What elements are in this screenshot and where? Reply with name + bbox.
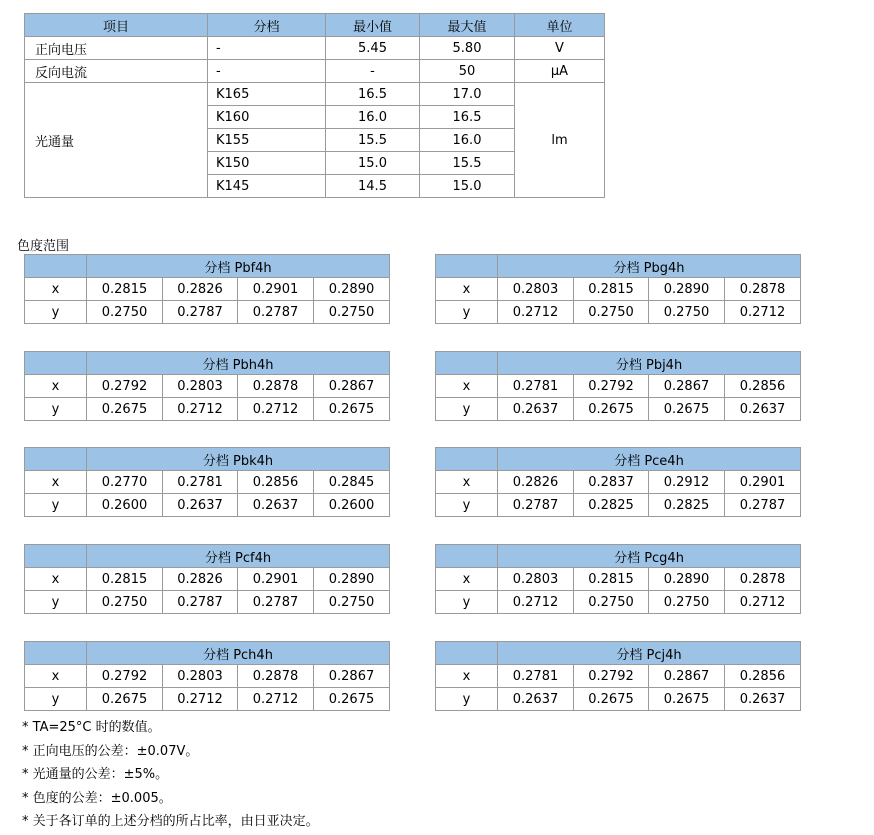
bin-y-row — [25, 494, 390, 517]
luminous-flux-label: 光通量 — [25, 83, 208, 198]
flux-min: 16.0 — [326, 106, 420, 129]
y-value: 0.2712 — [498, 301, 574, 324]
y-value: 0.2675 — [87, 398, 163, 421]
x-label: x — [25, 568, 87, 591]
x-value: 0.2856 — [725, 665, 801, 688]
note-item: * 关于各订单的上述分档的所占比率，由日亚决定。 — [22, 814, 319, 829]
x-value: 0.2878 — [725, 568, 801, 591]
color-bin-table — [24, 544, 390, 614]
reverse-current-bin: - — [208, 60, 326, 83]
y-label: y — [25, 494, 87, 517]
forward-voltage-bin: - — [208, 37, 326, 60]
reverse-current-unit: μA — [515, 60, 605, 83]
bin-x-row — [436, 471, 801, 494]
bin-y-row — [25, 688, 390, 711]
flux-min: 15.0 — [326, 152, 420, 175]
note-item: * 正向电压的公差：±0.07V。 — [22, 743, 199, 759]
forward-voltage-max: 5.80 — [420, 37, 515, 60]
x-value: 0.2890 — [649, 568, 725, 591]
x-value: 0.2826 — [163, 278, 238, 301]
x-label: x — [436, 665, 498, 688]
bin-x-row — [436, 278, 801, 301]
x-value: 0.2803 — [498, 278, 574, 301]
reverse-current-max: 50 — [420, 60, 515, 83]
bin-header-corner — [25, 255, 87, 278]
bin-title: 分档 Pbj4h — [498, 352, 801, 375]
bin-header-row — [436, 448, 801, 471]
y-value: 0.2600 — [87, 494, 163, 517]
flux-max: 17.0 — [420, 83, 515, 106]
y-value: 0.2750 — [649, 301, 725, 324]
x-value: 0.2803 — [163, 375, 238, 398]
y-value: 0.2787 — [163, 301, 238, 324]
x-value: 0.2792 — [574, 375, 649, 398]
electrical-characteristics-table — [24, 13, 605, 198]
bin-header-corner — [436, 448, 498, 471]
x-value: 0.2815 — [87, 278, 163, 301]
note-item: * 色度的公差：±0.005。 — [22, 790, 172, 806]
y-value: 0.2750 — [314, 591, 390, 614]
y-value: 0.2712 — [238, 398, 314, 421]
header-unit: 单位 — [515, 14, 605, 37]
y-value: 0.2787 — [238, 301, 314, 324]
forward-voltage-row — [25, 37, 605, 60]
x-label: x — [25, 471, 87, 494]
x-value: 0.2781 — [163, 471, 238, 494]
bin-x-row — [25, 278, 390, 301]
bin-header-corner — [25, 545, 87, 568]
y-value: 0.2675 — [574, 398, 649, 421]
x-value: 0.2901 — [238, 568, 314, 591]
y-value: 0.2637 — [163, 494, 238, 517]
y-value: 0.2637 — [498, 398, 574, 421]
bin-title: 分档 Pcg4h — [498, 545, 801, 568]
header-item: 项目 — [25, 14, 208, 37]
flux-bin: K145 — [208, 175, 326, 198]
y-value: 0.2675 — [314, 688, 390, 711]
y-value: 0.2637 — [498, 688, 574, 711]
y-value: 0.2675 — [574, 688, 649, 711]
bin-x-row — [436, 375, 801, 398]
color-bin-table — [435, 351, 801, 421]
bin-header-row — [25, 352, 390, 375]
bin-header-row — [436, 545, 801, 568]
bin-header-corner — [436, 255, 498, 278]
notes-list — [22, 716, 319, 834]
y-value: 0.2750 — [314, 301, 390, 324]
x-value: 0.2890 — [314, 278, 390, 301]
x-value: 0.2878 — [238, 665, 314, 688]
y-label: y — [25, 398, 87, 421]
y-value: 0.2675 — [87, 688, 163, 711]
bin-y-row — [25, 591, 390, 614]
luminous-flux-unit: lm — [515, 83, 605, 198]
bin-header-corner — [436, 545, 498, 568]
flux-max: 15.0 — [420, 175, 515, 198]
bin-x-row — [25, 375, 390, 398]
y-value: 0.2637 — [725, 398, 801, 421]
forward-voltage-unit: V — [515, 37, 605, 60]
bin-header-row — [436, 255, 801, 278]
y-value: 0.2750 — [574, 591, 649, 614]
x-value: 0.2867 — [314, 665, 390, 688]
y-value: 0.2712 — [498, 591, 574, 614]
bin-header-corner — [25, 642, 87, 665]
reverse-current-row — [25, 60, 605, 83]
y-value: 0.2675 — [649, 688, 725, 711]
x-value: 0.2770 — [87, 471, 163, 494]
x-label: x — [436, 375, 498, 398]
bin-title: 分档 Pbk4h — [87, 448, 390, 471]
y-value: 0.2750 — [649, 591, 725, 614]
y-value: 0.2787 — [238, 591, 314, 614]
x-value: 0.2856 — [725, 375, 801, 398]
y-value: 0.2712 — [725, 591, 801, 614]
y-value: 0.2600 — [314, 494, 390, 517]
y-label: y — [436, 494, 498, 517]
x-value: 0.2890 — [649, 278, 725, 301]
flux-min: 14.5 — [326, 175, 420, 198]
color-bin-table — [24, 447, 390, 517]
flux-max: 16.5 — [420, 106, 515, 129]
bin-title: 分档 Pbh4h — [87, 352, 390, 375]
bin-x-row — [25, 568, 390, 591]
x-label: x — [25, 278, 87, 301]
bin-title: 分档 Pch4h — [87, 642, 390, 665]
x-value: 0.2837 — [574, 471, 649, 494]
reverse-current-label: 反向电流 — [25, 60, 208, 83]
y-label: y — [25, 301, 87, 324]
y-value: 0.2825 — [574, 494, 649, 517]
y-label: y — [436, 688, 498, 711]
y-label: y — [25, 591, 87, 614]
x-value: 0.2890 — [314, 568, 390, 591]
bin-header-corner — [25, 352, 87, 375]
bin-y-row — [436, 688, 801, 711]
x-value: 0.2803 — [163, 665, 238, 688]
y-value: 0.2712 — [163, 688, 238, 711]
y-value: 0.2712 — [238, 688, 314, 711]
bin-header-corner — [25, 448, 87, 471]
flux-bin: K155 — [208, 129, 326, 152]
x-value: 0.2792 — [574, 665, 649, 688]
bin-y-row — [25, 301, 390, 324]
color-bin-table — [24, 351, 390, 421]
header-max: 最大值 — [420, 14, 515, 37]
x-value: 0.2815 — [574, 278, 649, 301]
x-value: 0.2867 — [649, 375, 725, 398]
x-label: x — [25, 665, 87, 688]
y-value: 0.2787 — [498, 494, 574, 517]
forward-voltage-label: 正向电压 — [25, 37, 208, 60]
bin-header-corner — [436, 642, 498, 665]
y-value: 0.2825 — [649, 494, 725, 517]
y-value: 0.2750 — [574, 301, 649, 324]
bin-x-row — [436, 568, 801, 591]
x-label: x — [25, 375, 87, 398]
color-bin-table — [24, 641, 390, 711]
bin-header-row — [436, 352, 801, 375]
flux-bin: K165 — [208, 83, 326, 106]
bin-x-row — [436, 665, 801, 688]
x-label: x — [436, 568, 498, 591]
color-bin-table — [24, 254, 390, 324]
bin-header-row — [25, 642, 390, 665]
x-value: 0.2867 — [649, 665, 725, 688]
bin-title: 分档 Pcj4h — [498, 642, 801, 665]
bin-y-row — [25, 398, 390, 421]
x-value: 0.2792 — [87, 665, 163, 688]
color-bin-table — [435, 447, 801, 517]
bin-header-row — [25, 448, 390, 471]
color-bin-table — [435, 544, 801, 614]
color-bin-table — [435, 641, 801, 711]
x-value: 0.2826 — [163, 568, 238, 591]
bin-header-corner — [436, 352, 498, 375]
y-label: y — [25, 688, 87, 711]
bin-title: 分档 Pbf4h — [87, 255, 390, 278]
x-value: 0.2781 — [498, 375, 574, 398]
y-label: y — [436, 301, 498, 324]
flux-min: 15.5 — [326, 129, 420, 152]
bin-y-row — [436, 398, 801, 421]
x-value: 0.2901 — [725, 471, 801, 494]
y-label: y — [436, 591, 498, 614]
x-value: 0.2815 — [87, 568, 163, 591]
y-value: 0.2637 — [238, 494, 314, 517]
y-value: 0.2712 — [725, 301, 801, 324]
flux-max: 16.0 — [420, 129, 515, 152]
y-value: 0.2637 — [725, 688, 801, 711]
flux-min: 16.5 — [326, 83, 420, 106]
reverse-current-min: - — [326, 60, 420, 83]
bin-y-row — [436, 591, 801, 614]
x-value: 0.2878 — [725, 278, 801, 301]
x-value: 0.2815 — [574, 568, 649, 591]
x-value: 0.2878 — [238, 375, 314, 398]
x-value: 0.2781 — [498, 665, 574, 688]
bin-y-row — [436, 301, 801, 324]
bin-header-row — [25, 545, 390, 568]
luminous-flux-row — [25, 83, 605, 106]
x-value: 0.2912 — [649, 471, 725, 494]
y-value: 0.2675 — [649, 398, 725, 421]
bin-header-row — [436, 642, 801, 665]
y-value: 0.2787 — [163, 591, 238, 614]
y-value: 0.2712 — [163, 398, 238, 421]
y-value: 0.2750 — [87, 591, 163, 614]
bin-header-row — [25, 255, 390, 278]
forward-voltage-min: 5.45 — [326, 37, 420, 60]
y-value: 0.2675 — [314, 398, 390, 421]
flux-max: 15.5 — [420, 152, 515, 175]
x-value: 0.2901 — [238, 278, 314, 301]
x-value: 0.2856 — [238, 471, 314, 494]
flux-bin: K160 — [208, 106, 326, 129]
x-label: x — [436, 471, 498, 494]
bin-y-row — [436, 494, 801, 517]
x-value: 0.2803 — [498, 568, 574, 591]
table-header-row — [25, 14, 605, 37]
header-min: 最小值 — [326, 14, 420, 37]
color-range-title: 色度范围 — [17, 239, 70, 254]
y-value: 0.2787 — [725, 494, 801, 517]
bin-title: 分档 Pcf4h — [87, 545, 390, 568]
bin-x-row — [25, 665, 390, 688]
bin-title: 分档 Pbg4h — [498, 255, 801, 278]
y-label: y — [436, 398, 498, 421]
x-value: 0.2826 — [498, 471, 574, 494]
bin-x-row — [25, 471, 390, 494]
color-bin-table — [435, 254, 801, 324]
flux-bin: K150 — [208, 152, 326, 175]
note-item: * TA=25°C 时的数值。 — [22, 720, 161, 735]
x-value: 0.2792 — [87, 375, 163, 398]
y-value: 0.2750 — [87, 301, 163, 324]
x-value: 0.2867 — [314, 375, 390, 398]
header-bin: 分档 — [208, 14, 326, 37]
bin-title: 分档 Pce4h — [498, 448, 801, 471]
x-value: 0.2845 — [314, 471, 390, 494]
note-item: * 光通量的公差：±5%。 — [22, 767, 169, 782]
x-label: x — [436, 278, 498, 301]
